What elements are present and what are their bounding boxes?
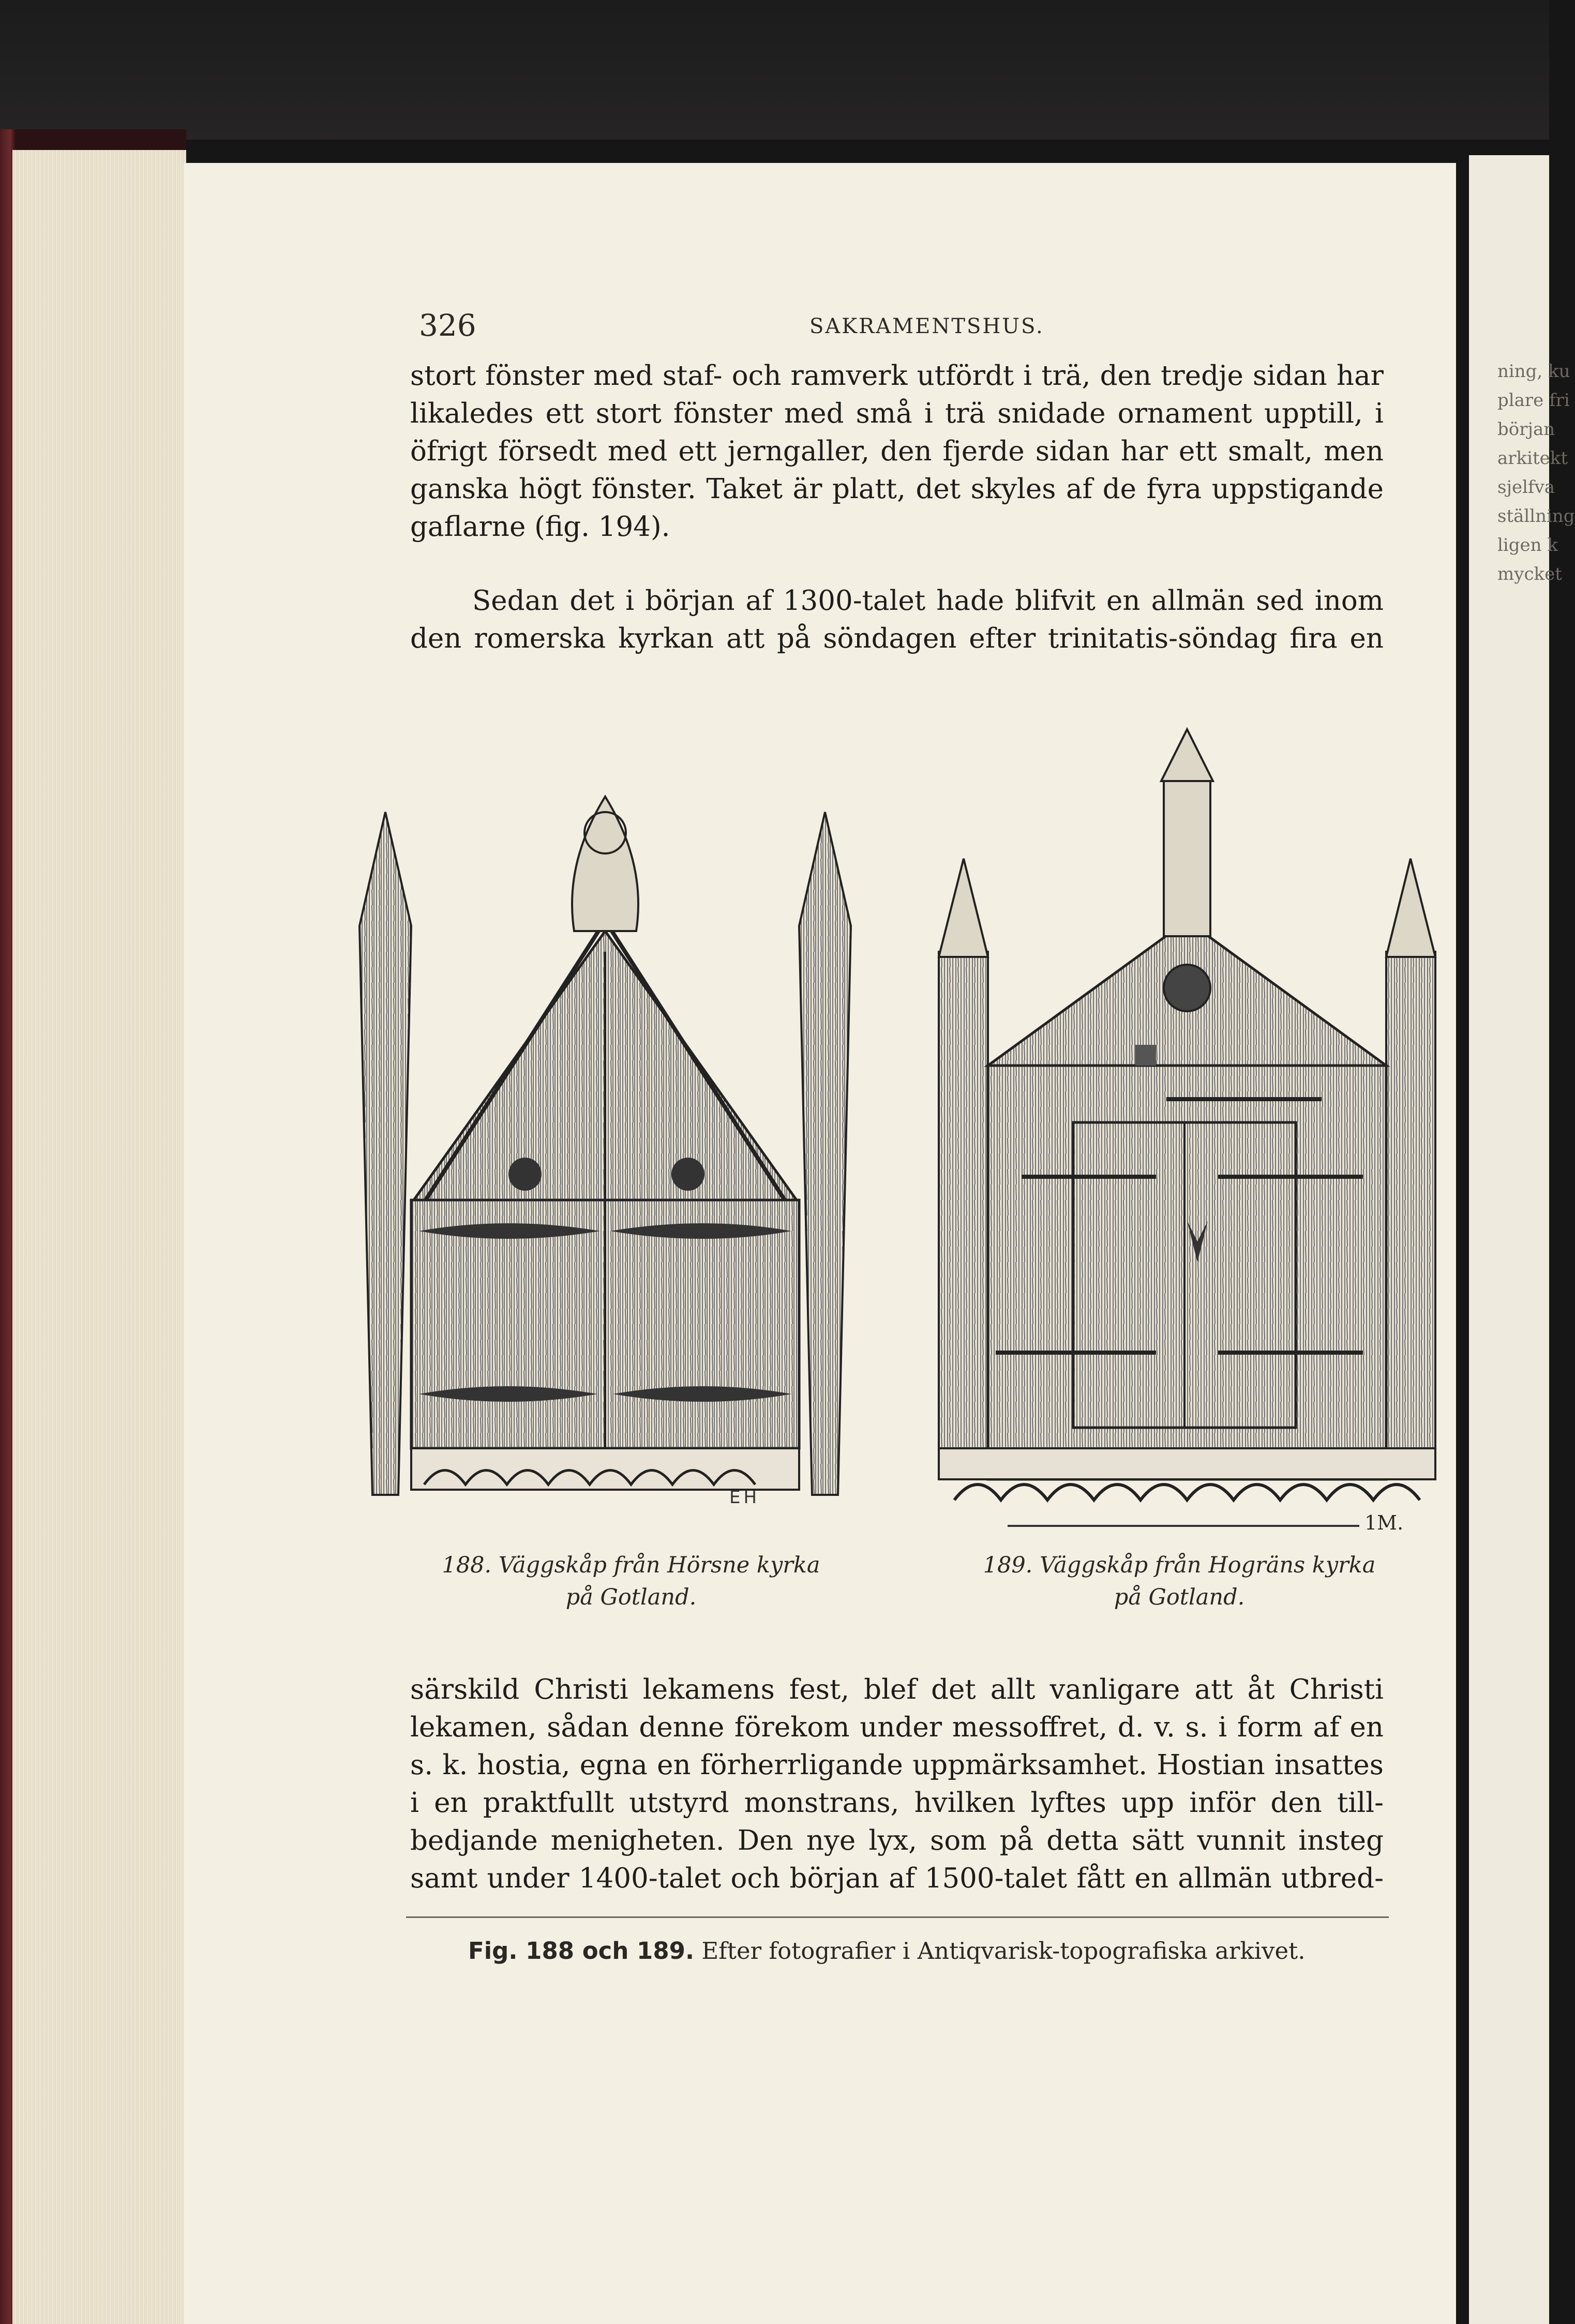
caption-line: på Gotland. <box>1114 1584 1245 1610</box>
footnote-text: Efter fotografier i Antiqvarisk-topografiska arkivet. <box>701 1937 1306 1965</box>
paragraph-1 <box>410 357 1384 546</box>
figure-189-illustration <box>918 703 1456 1510</box>
figure-189-caption <box>972 1549 1386 1613</box>
text-line: Sedan det i början af 1300-talet hade blifvit en allmän sed inom <box>472 585 1384 617</box>
caption-line: på Gotland. <box>565 1584 697 1610</box>
footnote-label: Fig. 188 och 189. <box>468 1937 695 1965</box>
running-title: SAKRAMENTSHUS. <box>809 314 1044 338</box>
scale-label: 1M. <box>1364 1511 1404 1534</box>
text-line: samt under 1400-talet och början af 1500-talet fått en allmän utbred- <box>410 1863 1384 1894</box>
text-line: gaflarne (fig. 194). <box>410 511 670 543</box>
facing-text: arkitekt <box>1497 448 1568 469</box>
text-line: i en praktfullt utstyrd monstrans, hvilken lyftes upp inför den till- <box>410 1787 1384 1819</box>
footnote-separator <box>406 1916 1389 1918</box>
text-line: lekamen, sådan denne förekom under messoffret, d. v. s. i form af en <box>410 1712 1384 1743</box>
engraver-monogram: EH <box>729 1487 760 1508</box>
scale-bar <box>1008 1525 1359 1527</box>
background-top <box>0 0 1549 140</box>
page-number: 326 <box>419 308 476 343</box>
footnote <box>468 1937 1306 1965</box>
figure-188-caption <box>398 1549 864 1613</box>
text-line: särskild Christi lekamens fest, blef det allt vanligare att åt Christi <box>410 1674 1384 1705</box>
facing-text: ning, ku <box>1497 361 1570 382</box>
text-line: bedjande menigheten. Den nye lyx, som på detta sätt vunnit insteg <box>410 1825 1384 1856</box>
facing-text: ligen k <box>1497 535 1558 556</box>
text-line: ganska högt fönster. Taket är platt, det skyles af de fyra uppstigande <box>410 473 1384 505</box>
caption-line: 189. Väggskåp från Hogräns kyrka <box>983 1552 1376 1578</box>
figure-188-illustration <box>310 734 900 1510</box>
facing-text: början <box>1497 419 1555 440</box>
page-stack-edges <box>12 150 186 2324</box>
text-line: s. k. hostia, egna en förherrligande uppmärksamhet. Hostian insattes <box>410 1749 1384 1781</box>
facing-text: plare fri <box>1497 390 1570 411</box>
facing-page-fragment <box>1469 155 1575 2324</box>
facing-text: mycket <box>1497 564 1562 584</box>
text-line: likaledes ett stort fönster med små i trä snidade ornament upptill, i <box>410 398 1384 429</box>
paragraph-2 <box>410 582 1384 657</box>
facing-text: sjelfva <box>1497 477 1555 498</box>
facing-text: ställning <box>1497 506 1575 527</box>
caption-line: 188. Väggskåp från Hörsne kyrka <box>442 1552 820 1578</box>
text-line: öfrigt försedt med ett jerngaller, den fjerde sidan har ett smalt, men <box>410 436 1384 467</box>
paragraph-3 <box>410 1671 1384 1897</box>
text-line: stort fönster med staf- och ramverk utfördt i trä, den tredje sidan har <box>410 360 1384 392</box>
text-line: den romerska kyrkan att på söndagen efter trinitatis-söndag fira en <box>410 623 1384 654</box>
